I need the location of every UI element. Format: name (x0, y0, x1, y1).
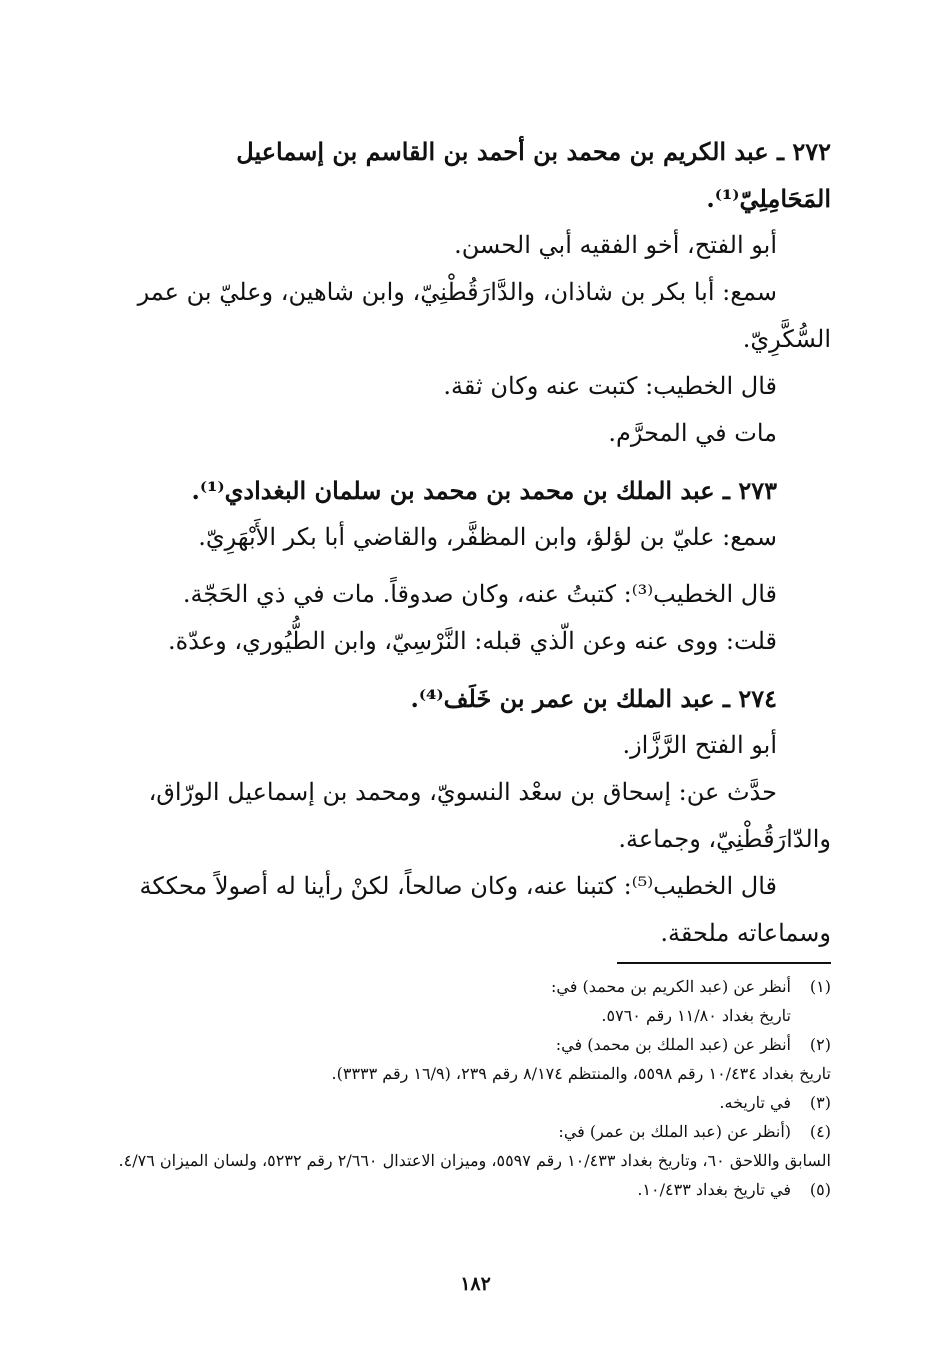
footnote-text: (أنظر عن (عبد الملك بن عمر) في: (558, 1122, 791, 1141)
entry-274-line: حدَّث عن: إسحاق بن سعْد النسويّ، ومحمد بن إسماعيل الورّاق، (148, 778, 777, 806)
entry-272-heading: ٢٧٢ ـ عبد الكريم بن محمد بن أحمد بن القاسم بن إسماعيل (236, 137, 831, 166)
entry-272-heading-cont: المَحَامِلِيّ⁽¹⁾. (706, 184, 831, 213)
main-text (111, 128, 831, 957)
footnote (111, 972, 831, 1001)
footnote (111, 1030, 831, 1059)
footnote-number: (٢) (809, 1035, 831, 1054)
footnote-text: أنظر عن (عبد الكريم بن محمد) في: (551, 977, 791, 996)
footnote (111, 1175, 831, 1204)
footnote-sub: السابق واللاحق ٦٠، وتاريخ بغداد ١٠/٤٣٣ رقم ٥٥٩٧، وميزان الاعتدال ٢/٦٦٠ رقم ٥٢٣٢، ولسان الميزان ٤/٧٦. (118, 1151, 831, 1170)
entry-274-line: والدّارَقُطْنِيّ، وجماعة. (618, 825, 831, 853)
footnote-separator (617, 962, 831, 964)
entry-272-line: السُّكَّرِيّ. (742, 325, 831, 353)
footnote (111, 1088, 831, 1117)
page-number: ١٨٢ (460, 1273, 491, 1295)
footnote-sub: تاريخ بغداد ١٠/٤٣٤ رقم ٥٥٩٨، والمنتظم ٨/١٧٤ رقم ٢٣٩، (١٦/٩ رقم ٣٣٣٣). (331, 1064, 831, 1083)
entry-274-line: قال الخطيب⁽⁵⁾: كتبنا عنه، وكان صالحاً، لكنْ رأينا له أصولاً محككة (139, 872, 777, 900)
entry-274-line: أبو الفتح الرَّزَّاز. (622, 731, 777, 759)
entry-272-line: مات في المحرَّم. (608, 419, 777, 447)
footnote-number: (٥) (809, 1180, 831, 1199)
footnote-text: في تاريخه. (719, 1093, 791, 1112)
footnotes (111, 972, 831, 1204)
entry-273-line: قال الخطيب⁽³⁾: كتبتُ عنه، وكان صدوقاً. مات في ذي الحَجّة. (182, 580, 777, 608)
entry-274-heading: ٢٧٤ ـ عبد الملك بن عمر بن خَلَف⁽⁴⁾. (410, 684, 777, 713)
footnote (111, 1117, 831, 1146)
entry-272-line: قال الخطيب: كتبت عنه وكان ثقة. (443, 372, 777, 400)
entry-273-line: قلت: ووى عنه وعن الّذي قبله: النَّرْسِيّ، وابن الطُّيُوري، وعدّة. (168, 627, 777, 655)
entry-273-heading: ٢٧٣ ـ عبد الملك بن محمد بن محمد بن سلمان البغدادي⁽¹⁾. (191, 476, 777, 505)
entry-272-line: سمع: أبا بكر بن شاذان، والدَّارَقُطْنِيّ، وابن شاهين، وعليّ بن عمر (137, 278, 777, 306)
footnote-sub: تاريخ بغداد ١١/٨٠ رقم ٥٧٦٠. (601, 1006, 791, 1025)
footnote-text: أنظر عن (عبد الملك بن محمد) في: (555, 1035, 791, 1054)
entry-273-line: سمع: عليّ بن لؤلؤ، وابن المظفَّر، والقاضي أبا بكر الأَبْهَرِيّ. (198, 523, 777, 551)
footnote-text: في تاريخ بغداد ١٠/٤٣٣. (637, 1180, 791, 1199)
entry-274-line: وسماعاته ملحقة. (660, 919, 831, 947)
footnote-number: (٤) (809, 1122, 831, 1141)
footnote-number: (٣) (809, 1093, 831, 1112)
entry-272-line: أبو الفتح، أخو الفقيه أبي الحسن. (454, 231, 777, 259)
footnote-number: (١) (809, 977, 831, 996)
